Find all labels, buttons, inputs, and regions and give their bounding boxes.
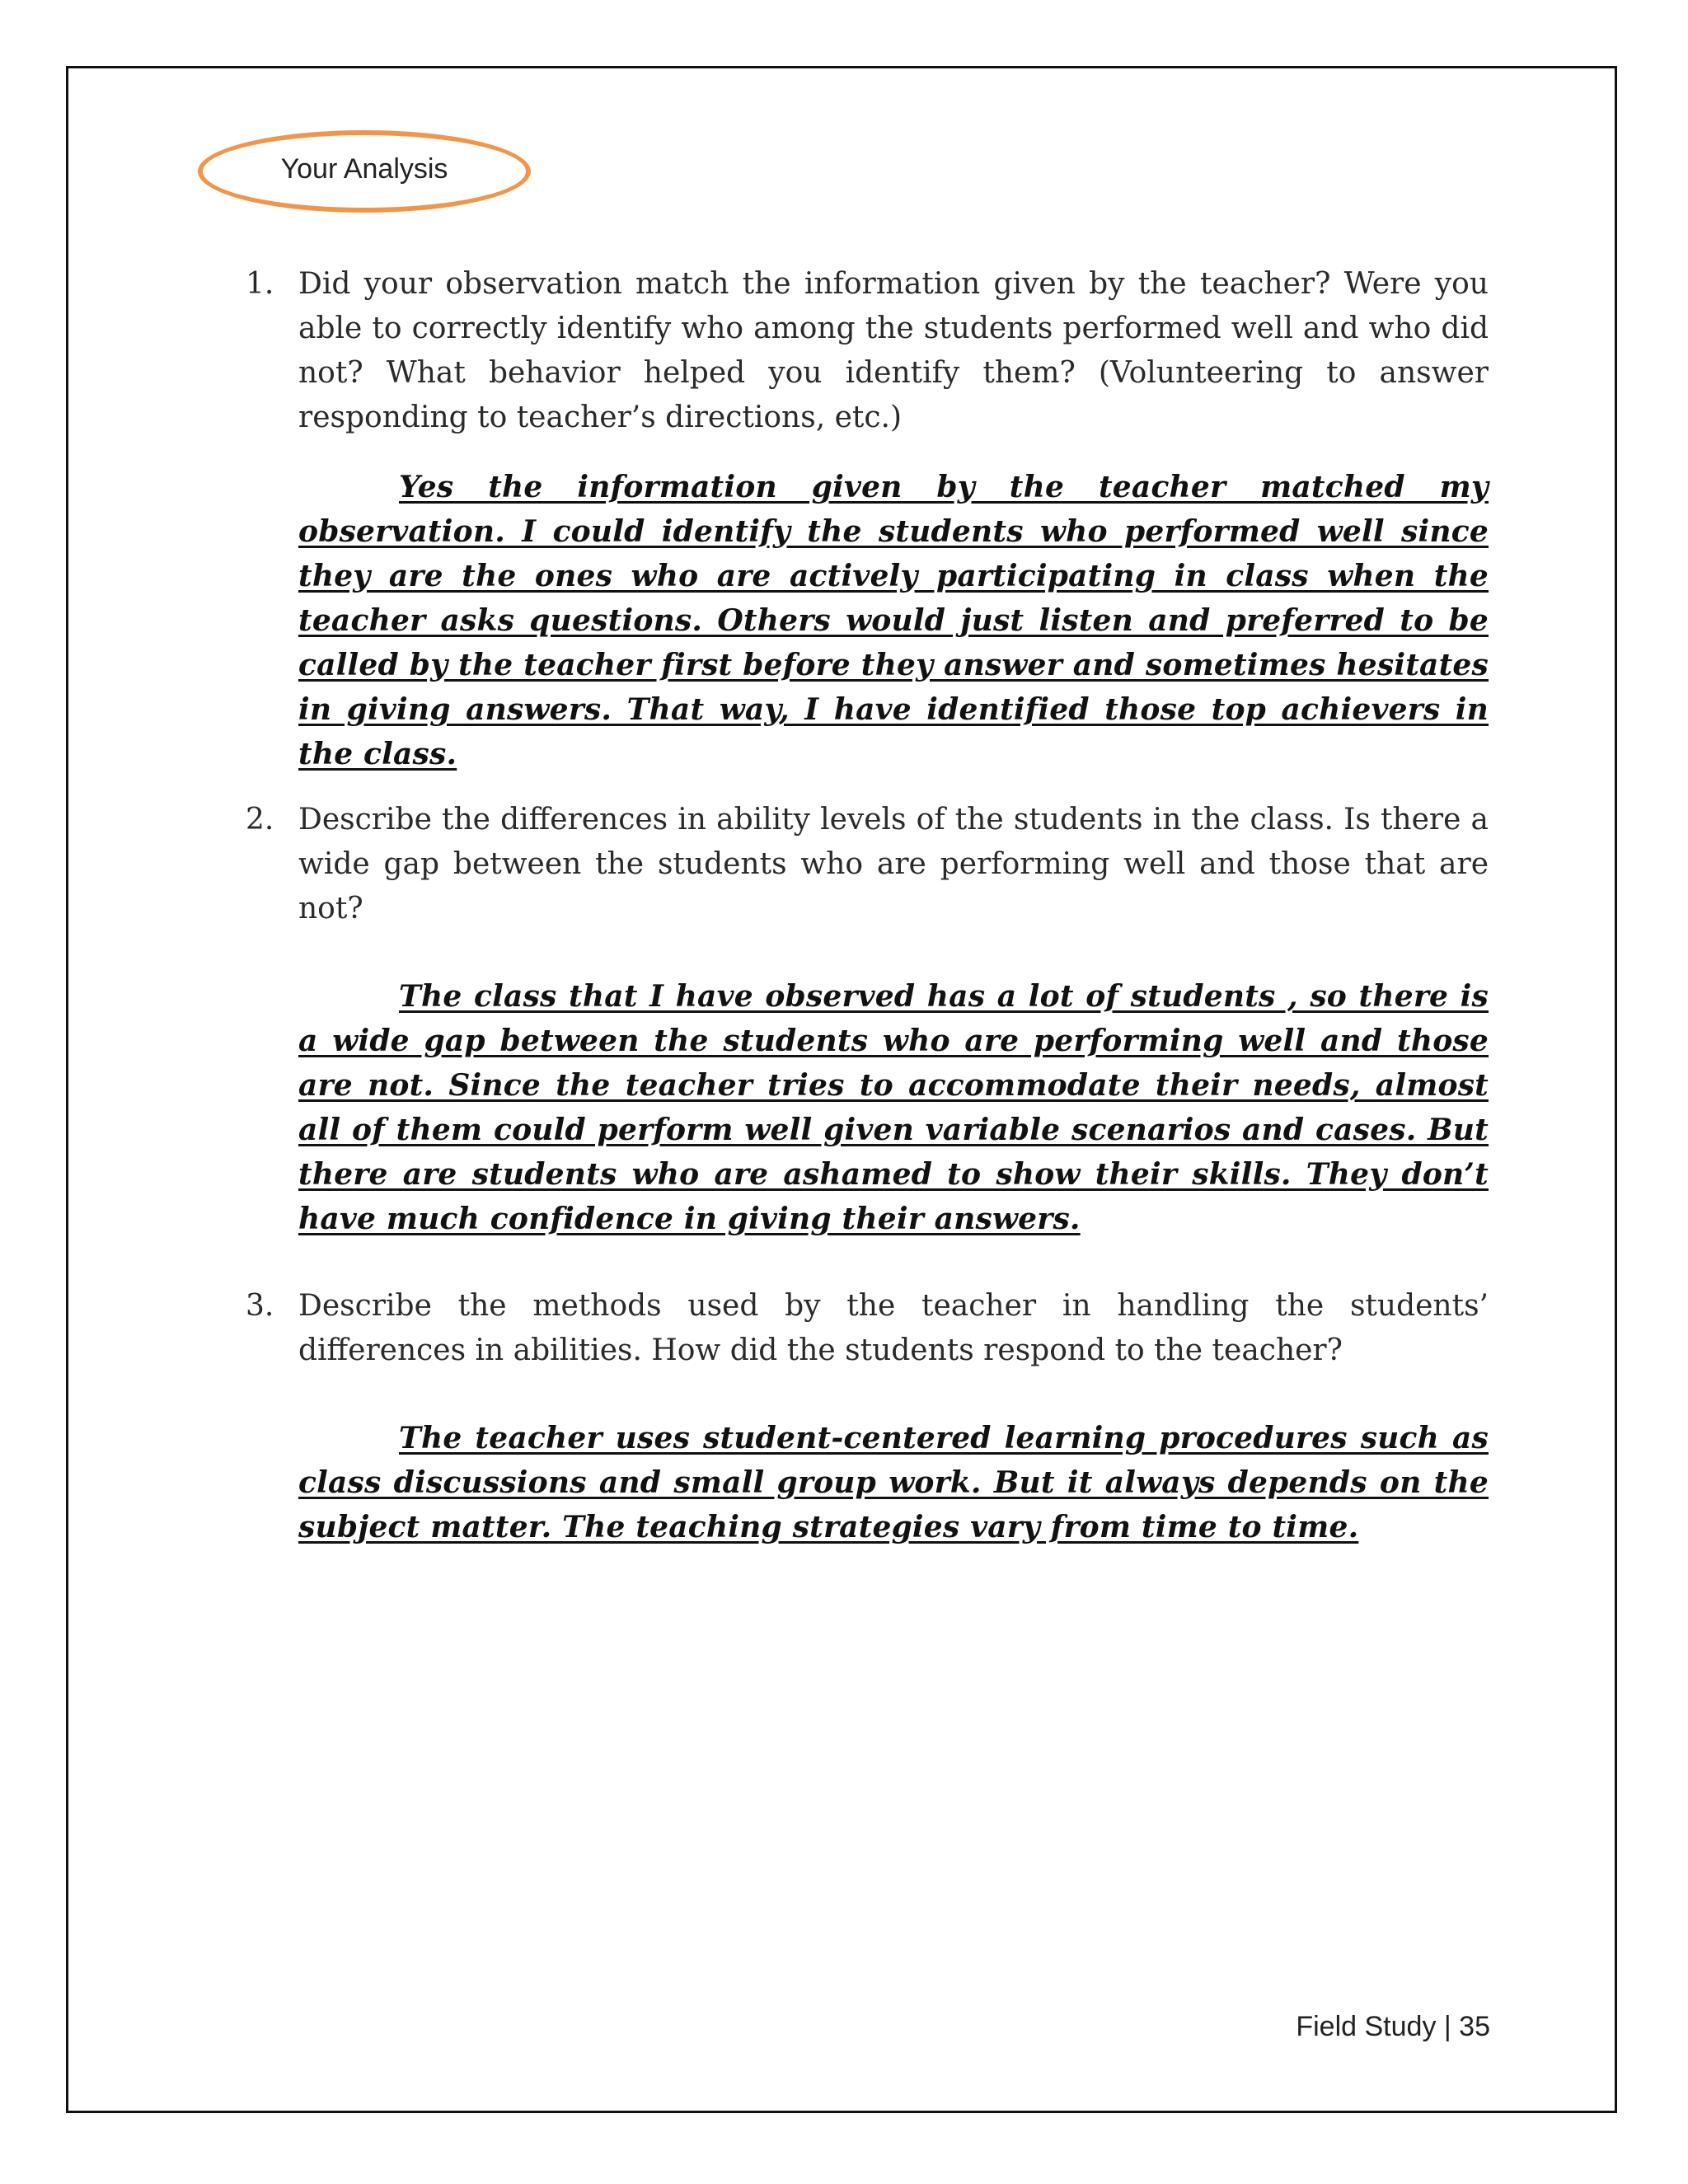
question-number: 2. (246, 803, 274, 837)
question-1 (246, 262, 1489, 440)
section-label: Your Analysis (280, 152, 448, 185)
answer-3: The teacher uses student-centered learning procedures such as class discussions and small group work. But it always depends on the subject matter. The teaching strategies vary from time to time. (298, 1421, 1489, 1544)
question-text: Describe the methods used by the teacher in handling the students’ differences in abilities. How did the students respond to the teacher? (298, 1289, 1489, 1367)
question-3 (246, 1284, 1489, 1373)
page-footer: Field Study | 35 (1296, 2011, 1490, 2042)
question-number: 3. (246, 1289, 274, 1323)
analysis-content (246, 262, 1489, 1549)
answer-1: Yes the information given by the teacher matched my observation. I could identify the students who performed well since they are the ones who are actively participating in class when the teacher asks questions. Others would just listen and preferred to be called by the teacher first before they answer and sometimes hesitates in giving answers. That way, I have identified those top achievers in the class. (298, 470, 1489, 771)
section-label-oval (198, 130, 531, 213)
question-number: 1. (246, 267, 274, 301)
answer-2: The class that I have observed has a lot of students , so there is a wide gap between the students who are performing well and those are not. Since the teacher tries to accommodate their needs, almost all of them could perform well given variable scenarios and cases. But there are students who are ashamed to show their skills. They don’t have much confidence in giving their answers. (298, 979, 1489, 1236)
question-2 (246, 798, 1489, 931)
question-text: Describe the differences in ability levels of the students in the class. Is there a wide gap between the students who are performing well and those that are not? (298, 803, 1489, 926)
question-text: Did your observation match the information given by the teacher? Were you able to correctly identify who among the students performed well and who did not? What behavior helped you identify them? (Volunteering to answer responding to teacher’s directions, etc.) (298, 267, 1489, 434)
